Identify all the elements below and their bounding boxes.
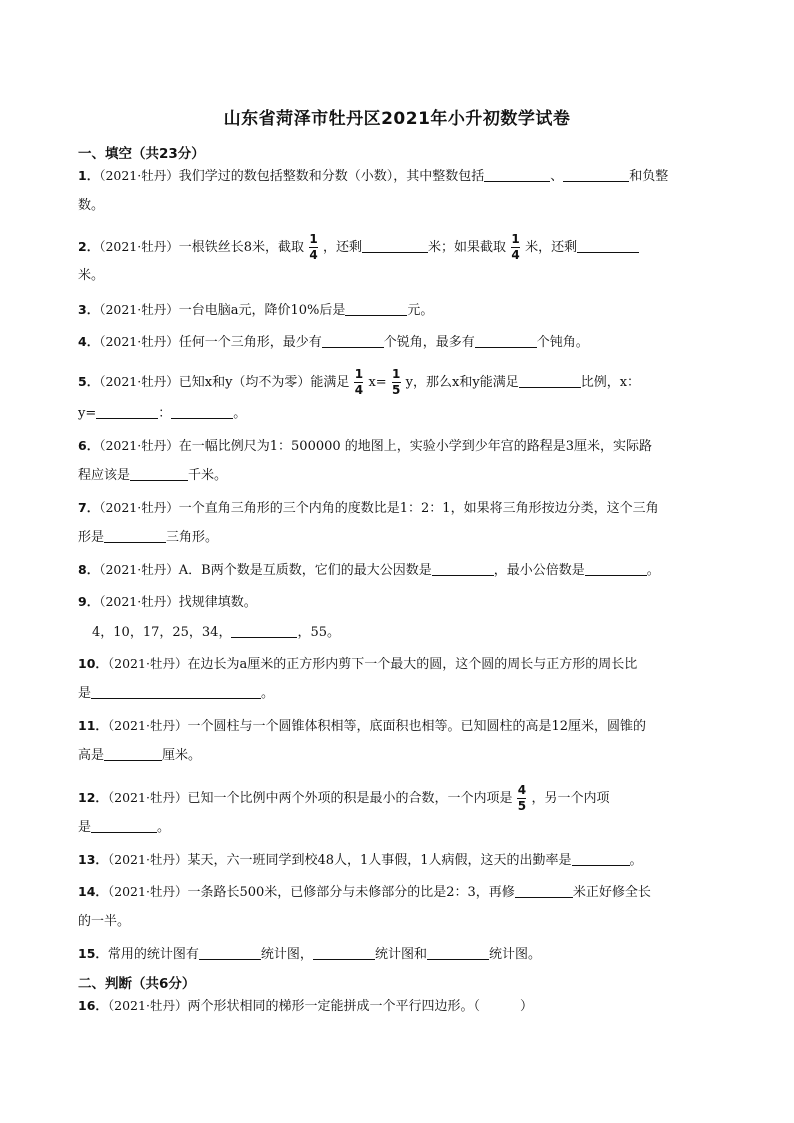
question-text: x= xyxy=(368,375,387,390)
question-source: （2021·牡丹） xyxy=(99,239,179,254)
question-10-cont xyxy=(78,684,728,704)
question-text: 高是 xyxy=(78,748,105,763)
fraction xyxy=(309,233,318,262)
answer-blank[interactable] xyxy=(577,238,639,253)
exam-title: 山东省菏泽市牡丹区2021年小升初数学试卷 xyxy=(223,109,571,129)
question-text: 。 xyxy=(261,686,275,701)
question-text: 比例，x： xyxy=(580,375,641,390)
fraction xyxy=(517,784,526,813)
answer-blank[interactable] xyxy=(585,561,647,576)
question-text: ，另一个内项 xyxy=(531,791,610,806)
question-number: 5． xyxy=(78,374,100,389)
question-source: （2021·牡丹） xyxy=(107,852,188,867)
answer-blank[interactable] xyxy=(130,466,188,481)
question-text: 米。 xyxy=(78,268,105,283)
question-text: 形是 xyxy=(78,530,105,545)
question-7 xyxy=(78,498,728,519)
question-number: 11． xyxy=(78,718,108,733)
question-text: 一根铁丝长8米，截取 xyxy=(178,240,305,255)
question-4 xyxy=(78,332,728,353)
question-source: （2021·牡丹） xyxy=(99,334,179,349)
question-text: ，55。 xyxy=(297,625,340,640)
question-9 xyxy=(78,592,728,613)
question-text: 一个圆柱与一个圆锥体积相等，底面积也相等。已知圆柱的高是12厘米，圆锥的 xyxy=(187,719,646,734)
fraction xyxy=(392,368,401,397)
question-text: 和负整 xyxy=(629,169,669,184)
answer-blank[interactable] xyxy=(484,167,550,182)
question-text: 统计图。 xyxy=(488,947,541,962)
question-text: 米正好修全长 xyxy=(572,885,651,900)
fraction-numerator: 4 xyxy=(517,783,527,797)
question-text: 某天，六一班同学到校48人，1人事假，1人病假，这天的出勤率是 xyxy=(187,853,572,868)
question-number: 10． xyxy=(78,656,108,671)
question-text: 程应该是 xyxy=(78,468,131,483)
question-text: 米，还剩 xyxy=(525,240,578,255)
question-text: 数。 xyxy=(78,198,105,213)
question-text: ，还剩 xyxy=(323,240,363,255)
question-text: 个锐角，最多有 xyxy=(383,335,475,350)
question-11 xyxy=(78,716,728,737)
fraction xyxy=(511,233,520,262)
question-source: （2021·牡丹） xyxy=(99,500,179,515)
question-7-cont xyxy=(78,528,728,548)
section-true-false: 二、判断（共6分） xyxy=(78,976,196,992)
question-text: 。 xyxy=(646,563,660,578)
answer-blank[interactable] xyxy=(104,528,166,543)
question-text: ） xyxy=(519,999,533,1014)
answer-blank[interactable] xyxy=(475,333,537,348)
answer-blank[interactable] xyxy=(231,623,297,638)
question-number: 7． xyxy=(78,500,100,515)
question-text: 一条路长500米，已修部分与未修部分的比是2：3，再修 xyxy=(187,885,515,900)
question-text: 已知x和y（均不为零）能满足 xyxy=(178,375,350,390)
question-text: 。 xyxy=(157,820,171,835)
question-text: 统计图， xyxy=(260,947,313,962)
question-6 xyxy=(78,436,728,457)
question-13 xyxy=(78,850,728,871)
question-number: 16． xyxy=(78,998,108,1013)
answer-blank[interactable] xyxy=(171,404,233,419)
answer-blank[interactable] xyxy=(519,373,581,388)
answer-blank[interactable] xyxy=(199,945,261,960)
question-text: 一个直角三角形的三个内角的度数比是1：2：1，如果将三角形按边分类，这个三角 xyxy=(178,501,659,516)
fraction xyxy=(354,368,363,397)
question-source: （2021·牡丹） xyxy=(107,656,188,671)
question-number: 13． xyxy=(78,852,108,867)
question-source: （2021·牡丹） xyxy=(99,594,179,609)
question-number: 1． xyxy=(78,168,100,183)
fraction-numerator: 1 xyxy=(354,367,364,381)
answer-blank[interactable] xyxy=(427,945,489,960)
question-number: 15． xyxy=(78,946,108,961)
answer-blank[interactable] xyxy=(313,945,375,960)
question-11-cont xyxy=(78,746,728,766)
question-text: 任何一个三角形，最少有 xyxy=(178,335,322,350)
question-source: （2021·牡丹） xyxy=(107,718,188,733)
question-number: 3． xyxy=(78,302,100,317)
question-text: 一台电脑a元，降价10%后是 xyxy=(178,303,346,318)
question-text: 米；如果截取 xyxy=(428,240,507,255)
question-number: 6． xyxy=(78,438,100,453)
fraction-numerator: 1 xyxy=(511,232,520,246)
question-text: 元。 xyxy=(407,303,434,318)
question-number: 2． xyxy=(78,239,100,254)
question-source: （2021·牡丹） xyxy=(107,998,188,1013)
question-number: 9． xyxy=(78,594,100,609)
answer-blank[interactable] xyxy=(322,333,384,348)
fraction-denominator: 4 xyxy=(354,383,364,397)
question-14 xyxy=(78,882,728,903)
question-8 xyxy=(78,560,728,581)
question-1-cont xyxy=(78,196,728,216)
question-10 xyxy=(78,654,728,675)
question-text: 三角形。 xyxy=(166,530,219,545)
fraction-numerator: 1 xyxy=(391,367,401,381)
question-source: （2021·牡丹） xyxy=(107,790,188,805)
question-14-cont xyxy=(78,912,728,932)
question-source: （2021·牡丹） xyxy=(99,438,179,453)
question-number: 12． xyxy=(78,790,108,805)
fraction-denominator: 4 xyxy=(309,248,318,262)
question-source: （2021·牡丹） xyxy=(107,884,188,899)
question-text: A．B两个数是互质数，它们的最大公因数是 xyxy=(178,563,432,578)
question-9-sequence xyxy=(92,623,742,643)
question-text: 两个形状相同的梯形一定能拼成一个平行四边形。（ xyxy=(187,999,480,1014)
question-12-cont xyxy=(78,818,728,838)
question-6-cont xyxy=(78,466,728,486)
question-3 xyxy=(78,300,728,321)
question-source: （2021·牡丹） xyxy=(99,374,179,389)
question-number: 4． xyxy=(78,334,100,349)
question-text: 千米。 xyxy=(188,468,228,483)
fraction-numerator: 1 xyxy=(309,232,318,246)
question-16 xyxy=(78,996,728,1017)
question-text: 已知一个比例中两个外项的积是最小的合数，一个内项是 xyxy=(187,791,513,806)
question-source: （2021·牡丹） xyxy=(99,302,179,317)
answer-blank[interactable] xyxy=(104,746,162,761)
answer-blank[interactable] xyxy=(91,684,261,699)
question-text: 统计图和 xyxy=(374,947,427,962)
answer-blank[interactable] xyxy=(345,301,407,316)
question-text: 在边长为a厘米的正方形内剪下一个最大的圆，这个圆的周长与正方形的周长比 xyxy=(187,657,638,672)
question-2 xyxy=(78,233,728,262)
question-text: 。 xyxy=(233,406,247,421)
question-text: y，那么x和y能满足 xyxy=(405,375,519,390)
answer-blank[interactable] xyxy=(91,818,157,833)
fraction-denominator: 5 xyxy=(391,383,401,397)
question-text: ： xyxy=(158,406,172,421)
question-text: 。 xyxy=(629,853,643,868)
fraction-denominator: 4 xyxy=(511,248,520,262)
question-15 xyxy=(78,944,728,965)
section-fill-blanks: 一、填空（共23分） xyxy=(78,146,205,162)
question-1 xyxy=(78,166,728,187)
question-text: 个钝角。 xyxy=(536,335,589,350)
answer-blank[interactable] xyxy=(96,404,158,419)
question-text: 常用的统计图有 xyxy=(107,947,199,962)
question-text: 的一半。 xyxy=(78,914,131,929)
question-source: （2021·牡丹） xyxy=(99,562,179,577)
question-text: 、 xyxy=(550,169,564,184)
question-text: 在一幅比例尺为1：500000 的地图上，实验小学到少年宫的路程是3厘米，实际路 xyxy=(178,439,653,454)
question-number: 8． xyxy=(78,562,100,577)
question-text: ，最小公倍数是 xyxy=(493,563,585,578)
question-2-cont xyxy=(78,266,728,286)
answer-blank[interactable] xyxy=(515,883,573,898)
answer-blank[interactable] xyxy=(563,167,629,182)
question-text: 我们学过的数包括整数和分数（小数），其中整数包括 xyxy=(178,169,485,184)
fraction-denominator: 5 xyxy=(517,799,527,813)
question-text: y= xyxy=(78,406,97,421)
question-text: 厘米。 xyxy=(162,748,202,763)
question-text: 4，10，17，25，34， xyxy=(92,625,232,640)
question-number: 14． xyxy=(78,884,108,899)
question-text: 是 xyxy=(78,820,92,835)
question-source: （2021·牡丹） xyxy=(99,168,179,183)
question-12 xyxy=(78,784,728,813)
question-text: 找规律填数。 xyxy=(178,595,257,610)
question-text: 是 xyxy=(78,686,92,701)
question-5 xyxy=(78,368,728,397)
answer-blank[interactable] xyxy=(432,561,494,576)
answer-blank[interactable] xyxy=(362,238,428,253)
answer-blank[interactable] xyxy=(572,851,630,866)
question-5-cont xyxy=(78,404,728,424)
